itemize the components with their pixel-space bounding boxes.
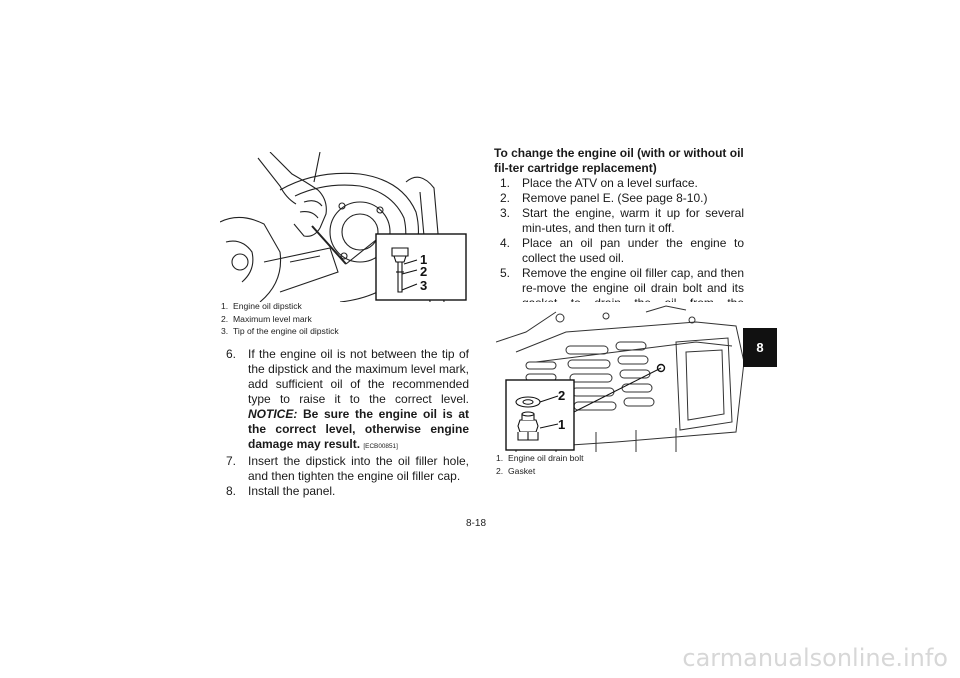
step-6: 6. If the engine oil is not between the tip of the dipstick and the maximum level mark, add sufficient oil of the recommended type to raise it to the correct level. NOTICE: Be sure the engine oil is at the correct level, otherwise engine damage may result. [ECB00851] — [226, 347, 469, 451]
callout-3: 3 — [420, 278, 428, 293]
step-1: 1. Place the ATV on a level surface. — [500, 176, 698, 190]
step-5: 5. Remove the engine oil filler cap, and then re-move the engine oil drain bolt and its — [500, 266, 744, 295]
page-number: 8-18 — [466, 518, 487, 529]
callout-2: 2 — [558, 388, 566, 403]
left-steps — [226, 347, 469, 499]
drain-bolt-illustration — [496, 302, 746, 452]
step-8: 8. Install the panel. — [226, 484, 336, 498]
caption-item: 1. Engine oil drain bolt — [496, 453, 584, 463]
callout-1: 1 — [420, 252, 428, 267]
figure1-caption — [221, 300, 471, 338]
dipstick-illustration — [220, 152, 468, 302]
step-2: 2. Remove panel E. (See page 8-10.) — [500, 191, 708, 205]
notice-text: Be sure the engine oil is at the correct level, otherwise engine damage may result. — [248, 407, 469, 451]
step-4: 4. Place an oil pan under the engine to collect the used oil. — [500, 236, 744, 265]
step-7: 7. Insert the dipstick into the oil filler hole, and then tighten the engine oil filler cap. — [226, 454, 469, 483]
step-3: 3. Start the engine, warm it up for several min-utes, and then turn it off. — [500, 206, 744, 235]
callout-1: 1 — [558, 417, 566, 432]
section-heading: To change the engine oil (with or without oil fil-ter cartridge replacement) — [494, 146, 744, 175]
caption-item: 3. Tip of the engine oil dipstick — [221, 326, 339, 336]
notice-reference: [ECB00851] — [363, 443, 398, 450]
notice-label: NOTICE: — [248, 407, 298, 421]
right-section — [494, 146, 744, 326]
callout-2: 2 — [420, 264, 428, 279]
caption-item: 2. Gasket — [496, 465, 536, 476]
caption-item: 1. Engine oil dipstick — [221, 301, 302, 311]
engine-underside-drawing — [496, 302, 746, 452]
watermark: carmanualsonline.info — [682, 644, 948, 672]
engine-dipstick-drawing — [220, 152, 468, 302]
figure2-caption — [496, 452, 746, 477]
chapter-tab: 8 — [743, 328, 777, 367]
caption-item: 2. Maximum level mark — [221, 313, 312, 324]
